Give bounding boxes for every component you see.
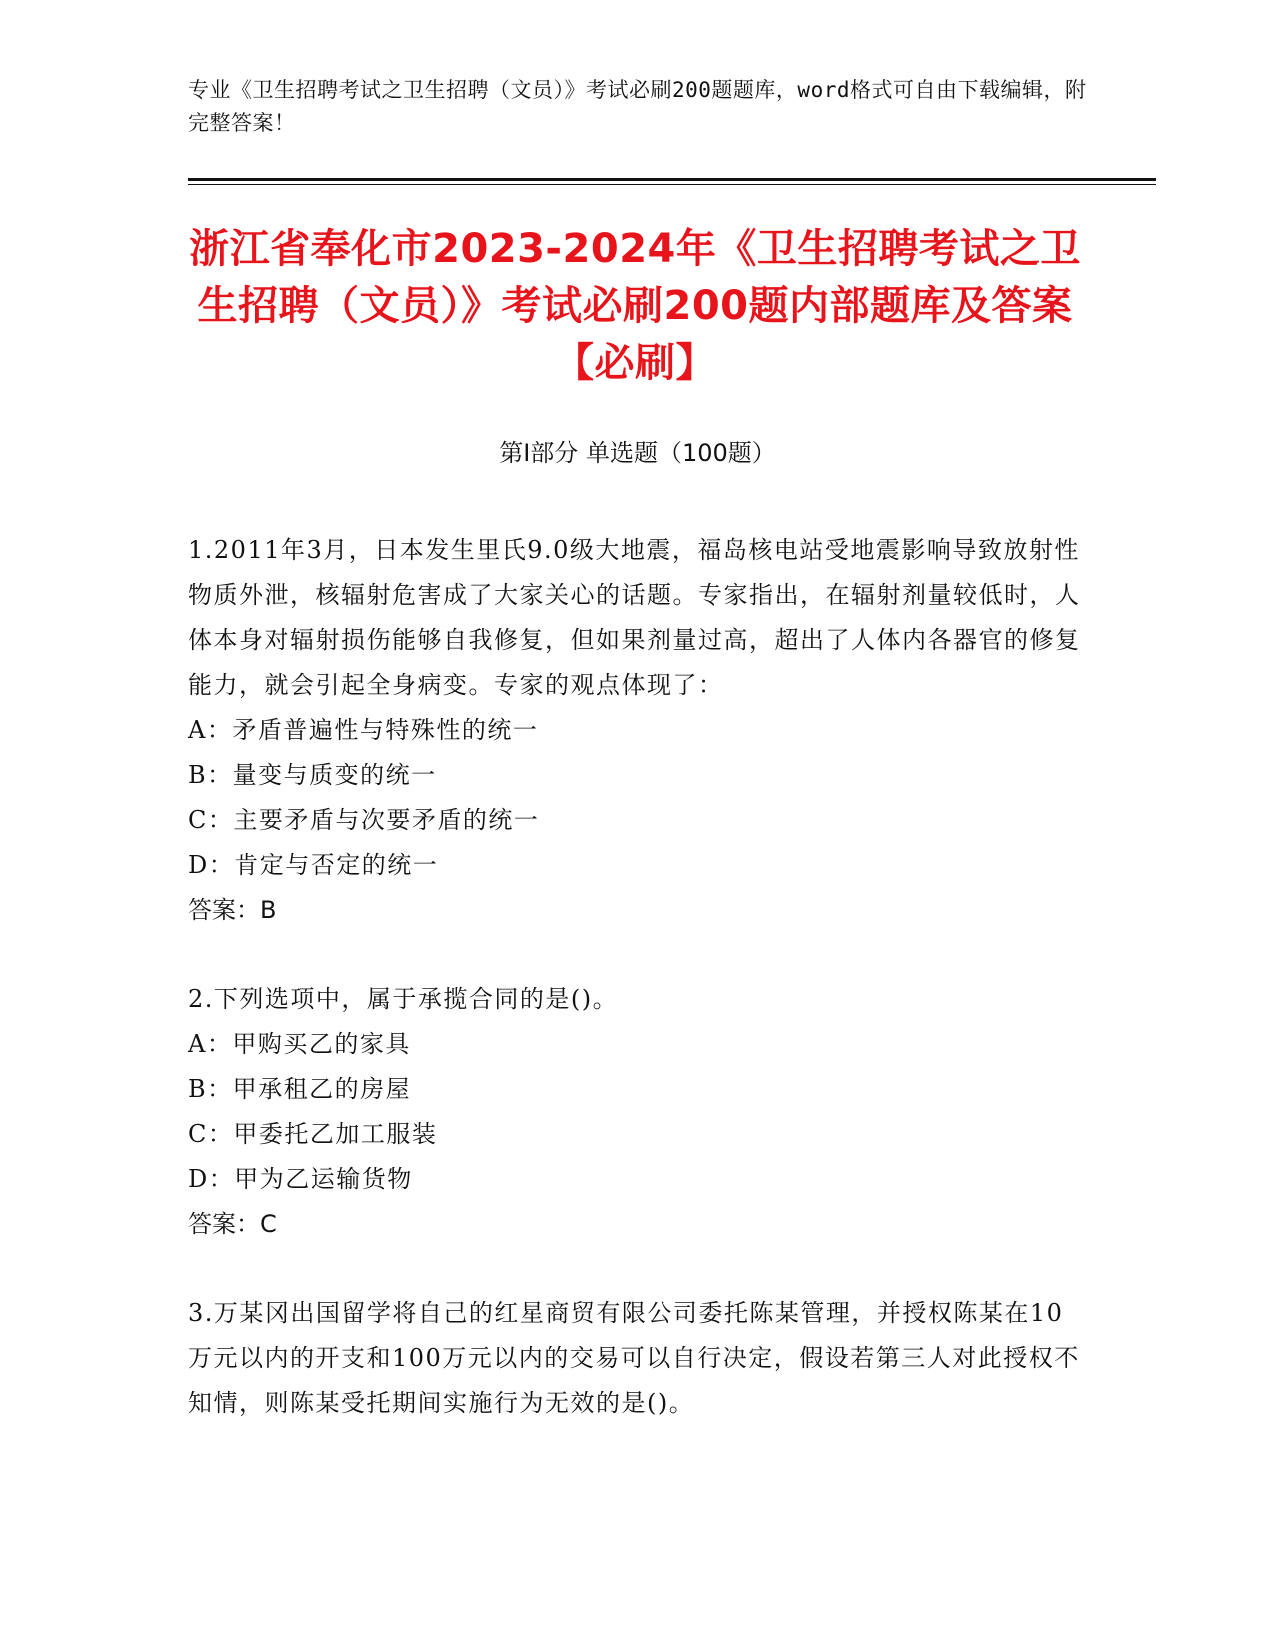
question-stem: 1.2011年3月，日本发生里氏9.0级大地震，福岛核电站受地震影响导致放射性物质外泄，核辐射危害成了大家关心的话题。专家指出，在辐射剂量较低时，人体本身对辐射损伤能够自我修复，但如果剂量过高，超出了人体内各器官的修复能力，就会引起全身病变。专家的观点体现了： <box>188 536 1081 699</box>
option-a: A：甲购买乙的家具 <box>188 1030 411 1058</box>
answer-line: 答案：C <box>188 1210 277 1238</box>
question-list <box>188 528 1088 1470</box>
option-c: C：甲委托乙加工服装 <box>188 1120 438 1148</box>
question-stem: 3.万某冈出国留学将自己的红星商贸有限公司委托陈某管理，并授权陈某在10万元以内的开支和100万元以内的交易可以自行决定，假设若第三人对此授权不知情，则陈某受托期间实施行为无效的是()。 <box>188 1299 1080 1417</box>
question-stem: 2.下列选项中，属于承揽合同的是()。 <box>188 985 619 1013</box>
header-divider-thin <box>188 184 1156 185</box>
question-1 <box>188 528 1088 933</box>
header-note: 专业《卫生招聘考试之卫生招聘（文员）》考试必刷200题题库，word格式可自由下载编辑，附完整答案！ <box>188 78 1087 135</box>
option-a: A：矛盾普遍性与特殊性的统一 <box>188 716 539 744</box>
header-divider-thick <box>188 178 1156 181</box>
option-b: B：甲承租乙的房屋 <box>188 1075 412 1103</box>
section-heading: 第Ⅰ部分 单选题（100题） <box>499 439 776 467</box>
question-2 <box>188 977 1088 1247</box>
option-c: C：主要矛盾与次要矛盾的统一 <box>188 806 540 834</box>
document-title: 浙江省奉化市2023-2024年《卫生招聘考试之卫生招聘（文员）》考试必刷200题内部题库及答案【必刷】 <box>189 226 1081 386</box>
answer-line: 答案：B <box>188 896 277 924</box>
option-d: D：甲为乙运输货物 <box>188 1165 413 1193</box>
question-3 <box>188 1291 1088 1426</box>
option-d: D：肯定与否定的统一 <box>188 851 439 879</box>
option-b: B：量变与质变的统一 <box>188 761 437 789</box>
